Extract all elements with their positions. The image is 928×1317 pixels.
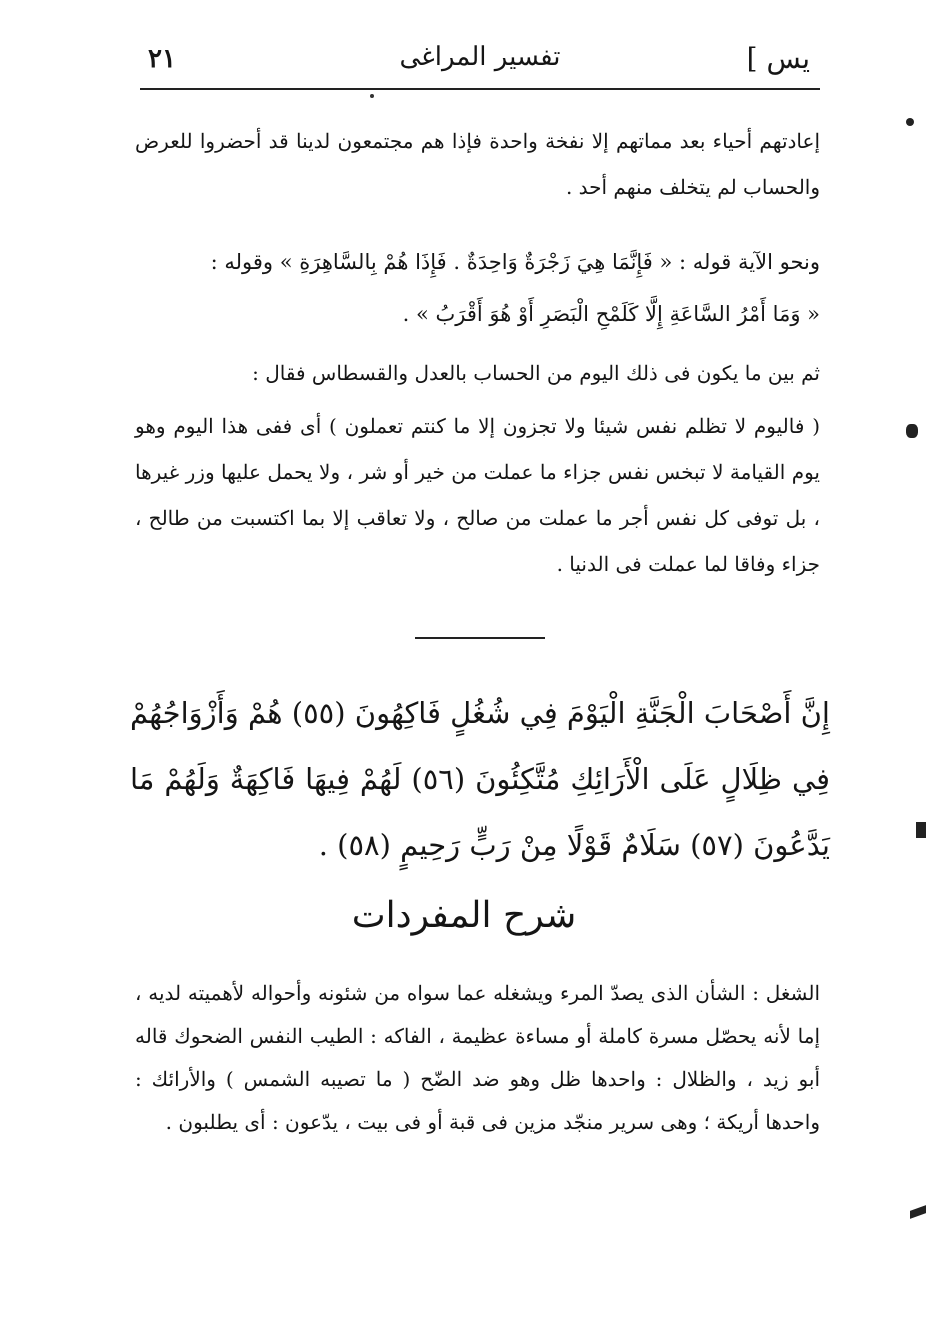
- paragraph-resurrection: إعادتهم أحياء بعد مماتهم إلا نفخة واحدة فإذا هم مجتمعون لدينا قد أحضروا للعرض والحساب لم يتخلف منهم أحد .: [135, 129, 820, 199]
- paragraph-similar-verses-line2: « وَمَا أَمْرُ السَّاعَةِ إِلَّا كَلَمْحِ الْبَصَرِ أَوْ هُوَ أَقْرَبُ » .: [402, 302, 820, 326]
- page-header: [140, 30, 820, 88]
- margin-speck: [916, 822, 926, 838]
- margin-speck: [906, 424, 918, 438]
- margin-speck: [906, 118, 914, 126]
- vocabulary-glossary: الشغل : الشأن الذى يصدّ المرء ويشغله عما سواه من شئونه وأحواله لأهميته لديه ، إما لأنه يحصّل مسرة كاملة أو مساءة عظيمة ، الفاكه : الطيب النفس الضحوك قاله أبو زيد ، والظلال : واحدها ظل وهو ضد الضّح ( ما تصيبه الشمس ) والأرائك : واحدها أريكة ؛ وهى سرير منجّد مزين فى قبة أو فى بيت ، يدّعون : أى يطلبون .: [135, 981, 820, 1134]
- paragraph-similar-verses-line1: ونحو الآية قوله : « فَإِنَّمَا هِيَ زَجْرَةٌ وَاحِدَةٌ . فَإِذَا هُمْ بِالسَّاهِرَةِ » وقوله :: [210, 250, 820, 274]
- paragraph-no-injustice: ( فاليوم لا تظلم نفس شيئا ولا تجزون إلا ما كنتم تعملون ) أى ففى هذا اليوم وهو يوم القيامة لا تبخس نفس جزاء ما عملت من خير أو شر ، ولا يحمل عليها وزر غيرها ، بل توفى كل نفس أجر ما عملت من صالح ، ولا تعاقب إلا بما اكتسبت من طالح ، جزاء وفاقا لما عملت فى الدنيا .: [135, 414, 820, 576]
- book-title: تفسير المراغى: [399, 42, 561, 72]
- paragraph-justice-intro: ثم بين ما يكون فى ذلك اليوم من الحساب بالعدل والقسطاس فقال :: [252, 361, 820, 385]
- margin-speck: [910, 1205, 926, 1219]
- surah-name: يس ]: [746, 42, 810, 75]
- quran-verses-55-58: إِنَّ أَصْحَابَ الْجَنَّةِ الْيَوْمَ فِي شُغُلٍ فَاكِهُونَ (٥٥) هُمْ وَأَزْوَاجُهُمْ فِي ظِلَالٍ عَلَى الْأَرَائِكِ مُتَّكِئُونَ (٥٦) لَهُمْ فِيهَا فَاكِهَةٌ وَلَهُمْ مَا يَدَّعُونَ (٥٧) سَلَامٌ قَوْلًا مِنْ رَبٍّ رَحِيمٍ (٥٨) .: [130, 696, 830, 862]
- ink-dot: [370, 94, 374, 98]
- page-number: ٢١: [148, 44, 176, 74]
- section-divider: [415, 637, 545, 639]
- section-title: شرح المفردات: [351, 895, 577, 936]
- header-rule: [140, 88, 820, 90]
